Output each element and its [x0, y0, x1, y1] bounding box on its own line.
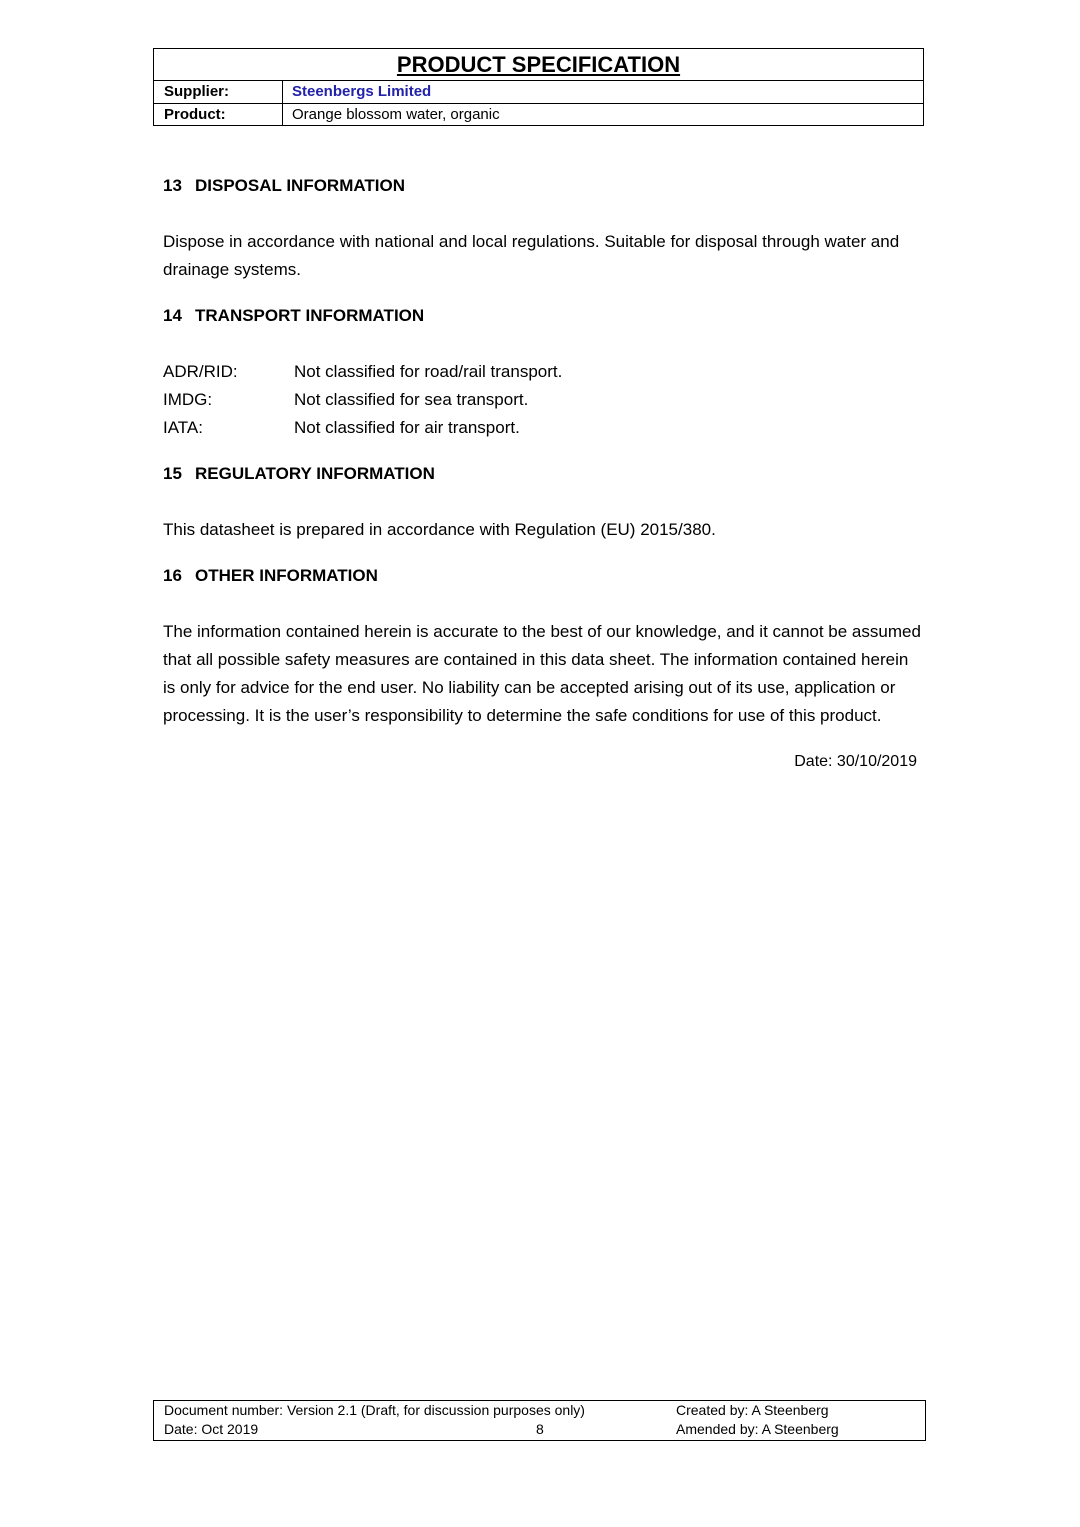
disposal-text: Dispose in accordance with national and local regulations. Suitable for disposal through water and drainage systems.	[163, 232, 900, 279]
product-value: Orange blossom water, organic	[292, 106, 500, 123]
page-footer	[153, 1400, 926, 1441]
regulatory-number: 15	[163, 464, 182, 483]
transport-number: 14	[163, 306, 182, 325]
footer-date-cell	[164, 1420, 676, 1439]
footer-row-2	[154, 1420, 925, 1439]
supplier-row	[154, 81, 923, 103]
other-number: 16	[163, 566, 182, 585]
disposal-title: DISPOSAL INFORMATION	[195, 176, 405, 195]
document-title: PRODUCT SPECIFICATION	[396, 52, 681, 77]
other-heading	[163, 562, 923, 590]
disposal-heading	[163, 172, 923, 200]
product-row	[154, 103, 923, 126]
transport-title: TRANSPORT INFORMATION	[195, 306, 425, 325]
transport-row-iata	[163, 414, 923, 442]
transport-value: Not classified for sea transport.	[294, 390, 529, 409]
transport-label: ADR/RID:	[163, 362, 238, 381]
regulatory-title: REGULATORY INFORMATION	[195, 464, 435, 483]
footer-created-by: Created by: A Steenberg	[676, 1402, 829, 1418]
transport-row-adr	[163, 358, 923, 386]
footer-date: Date: Oct 2019	[164, 1421, 259, 1437]
footer-document-number: Document number: Version 2.1 (Draft, for discussion purposes only)	[164, 1402, 585, 1418]
regulatory-heading	[163, 460, 923, 488]
transport-heading	[163, 302, 923, 330]
document-body	[163, 172, 923, 776]
other-title: OTHER INFORMATION	[195, 566, 378, 585]
other-text: The information contained herein is accurate to the best of our knowledge, and it cannot be assumed that all possible safety measures are contained in this data sheet. The information contained herein is only for advice for the end user. No liability can be accepted arising out of its use, application or processing. It is the user’s responsibility to determine the safe conditions for use of this product.	[163, 622, 921, 725]
supplier-label: Supplier:	[154, 81, 283, 103]
disposal-number: 13	[163, 176, 182, 195]
supplier-value: Steenbergs Limited	[292, 83, 432, 100]
transport-value: Not classified for road/rail transport.	[294, 362, 563, 381]
transport-value: Not classified for air transport.	[294, 418, 520, 437]
document-date: Date: 30/10/2019	[794, 753, 917, 770]
transport-label: IATA:	[163, 418, 203, 437]
footer-amended-by: Amended by: A Steenberg	[676, 1421, 839, 1437]
spec-header-table	[153, 48, 924, 126]
regulatory-text: This datasheet is prepared in accordance with Regulation (EU) 2015/380.	[163, 520, 716, 539]
page-number: 8	[536, 1421, 544, 1437]
document-title-row	[154, 49, 923, 81]
transport-row-imdg	[163, 386, 923, 414]
footer-row-1	[154, 1401, 925, 1420]
product-label: Product:	[154, 104, 283, 126]
transport-label: IMDG:	[163, 390, 213, 409]
